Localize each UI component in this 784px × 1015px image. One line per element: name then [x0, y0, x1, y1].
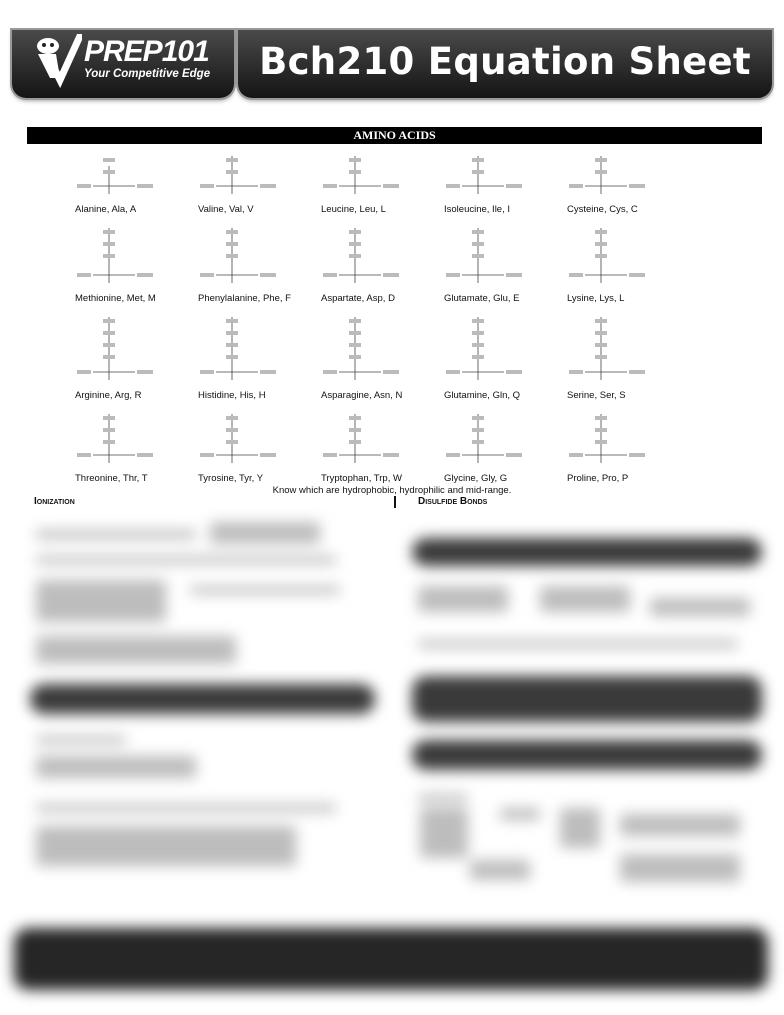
structure-diagram: [444, 404, 544, 471]
amino-acid-name: Glutamate, Glu, E: [444, 293, 520, 304]
amino-acid-card: [444, 404, 567, 487]
structure-diagram: [198, 404, 298, 471]
amino-acid-card: [75, 307, 198, 404]
logo-name: PREP101: [84, 35, 209, 68]
structure-diagram: [198, 146, 298, 202]
blurred-content: [0, 508, 784, 1015]
amino-acid-card: [321, 146, 444, 218]
amino-acid-name: Tryptophan, Trp, W: [321, 473, 402, 484]
amino-acid-name: Cysteine, Cys, C: [567, 204, 638, 215]
amino-acid-card: [567, 307, 690, 404]
amino-acid-name: Histidine, His, H: [198, 390, 266, 401]
amino-acid-name: Methionine, Met, M: [75, 293, 156, 304]
amino-acid-name: Serine, Ser, S: [567, 390, 626, 401]
structure-diagram: [198, 218, 298, 291]
ionization-heading: Ionization: [34, 496, 75, 507]
structure-diagram: [321, 218, 421, 291]
amino-acid-grid: [0, 0, 784, 500]
amino-acid-name: Proline, Pro, P: [567, 473, 629, 484]
amino-acid-name: Threonine, Thr, T: [75, 473, 148, 484]
structure-diagram: [567, 218, 667, 291]
amino-acid-card: [567, 218, 690, 307]
structure-diagram: [75, 404, 175, 471]
logo-tagline: Your Competitive Edge: [84, 68, 211, 80]
amino-acid-name: Arginine, Arg, R: [75, 390, 142, 401]
amino-acid-card: [567, 404, 690, 487]
structure-diagram: [321, 146, 421, 202]
amino-acid-card: [75, 404, 198, 487]
structure-diagram: [444, 218, 544, 291]
structure-diagram: [75, 218, 175, 291]
amino-acid-card: [444, 218, 567, 307]
amino-acid-card: [444, 307, 567, 404]
amino-acid-name: Leucine, Leu, L: [321, 204, 386, 215]
amino-acid-name: Isoleucine, Ile, I: [444, 204, 511, 215]
structure-diagram: [444, 146, 544, 202]
amino-acid-card: [321, 404, 444, 487]
amino-acid-card: [75, 218, 198, 307]
amino-acid-name: Valine, Val, V: [198, 204, 254, 215]
amino-acid-card: [198, 307, 321, 404]
structure-diagram: [321, 307, 421, 388]
structure-diagram: [567, 146, 667, 202]
hydrophobicity-note: Know which are hydrophobic, hydrophilic and mid-range.: [272, 485, 512, 496]
structure-diagram: [75, 307, 175, 388]
disulfide-bonds-heading: Disulfide Bonds: [418, 496, 488, 507]
amino-acid-name: Aspartate, Asp, D: [321, 293, 395, 304]
structure-diagram: [321, 404, 421, 471]
structure-diagram: [444, 307, 544, 388]
page-title: Bch210 Equation Sheet: [259, 39, 751, 83]
amino-acid-card: [321, 307, 444, 404]
amino-acid-card: [444, 146, 567, 218]
amino-acids-heading: AMINO ACIDS: [27, 127, 762, 144]
structure-diagram: [567, 404, 667, 471]
amino-acid-card: [321, 218, 444, 307]
amino-acid-card: [198, 404, 321, 487]
amino-acid-card: [75, 146, 198, 218]
amino-acid-name: Alanine, Ala, A: [75, 204, 137, 215]
amino-acid-name: Glutamine, Gln, Q: [444, 390, 521, 401]
amino-acid-name: Asparagine, Asn, N: [321, 390, 403, 401]
amino-acid-card: [198, 218, 321, 307]
structure-diagram: [567, 307, 667, 388]
structure-diagram: [198, 307, 298, 388]
amino-acid-card: [198, 146, 321, 218]
amino-acid-card: [567, 146, 690, 218]
amino-acid-name: Tyrosine, Tyr, Y: [198, 473, 264, 484]
amino-acid-name: Phenylalanine, Phe, F: [198, 293, 291, 304]
structure-diagram: [75, 146, 175, 202]
column-divider: [394, 496, 396, 508]
amino-acid-name: Lysine, Lys, L: [567, 293, 625, 304]
amino-acid-name: Glycine, Gly, G: [444, 473, 508, 484]
